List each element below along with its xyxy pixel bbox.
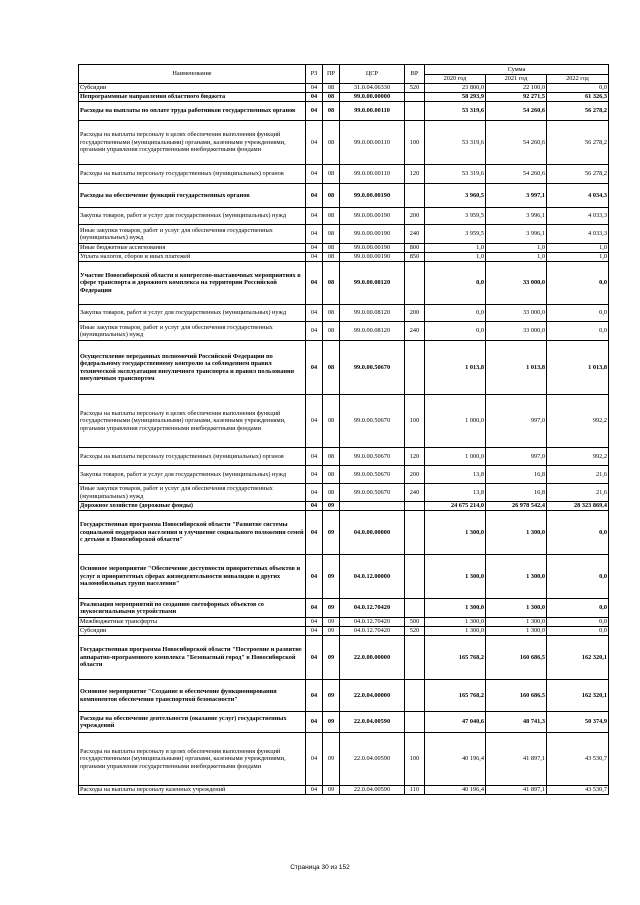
- table-row: [79, 786, 609, 795]
- cell-csr: 99.0.00.08120: [340, 305, 405, 322]
- cell-pr: 08: [323, 121, 340, 165]
- cell-2022: 4 033,3: [547, 225, 609, 244]
- cell-2020: 1 013,8: [425, 341, 486, 395]
- cell-2021: 160 686,5: [486, 680, 547, 712]
- cell-pr: 08: [323, 244, 340, 253]
- cell-pr: 09: [323, 599, 340, 618]
- cell-name: Дорожное хозяйство (дорожные фонды): [79, 502, 306, 511]
- cell-csr: 04.0.00.00000: [340, 511, 405, 555]
- cell-2022: 56 278,2: [547, 121, 609, 165]
- table-row: [79, 466, 609, 484]
- cell-2022: 43 530,7: [547, 733, 609, 786]
- cell-vr: 240: [405, 225, 425, 244]
- cell-rz: 04: [306, 253, 323, 262]
- header-vr: ВР: [405, 65, 425, 84]
- cell-pr: 08: [323, 93, 340, 102]
- cell-vr: 240: [405, 322, 425, 341]
- header-year-2020: 2020 год: [425, 74, 486, 84]
- cell-2022: 162 320,1: [547, 636, 609, 680]
- cell-2020: 1 300,0: [425, 555, 486, 599]
- cell-2020: 1 300,0: [425, 627, 486, 636]
- cell-csr: 22.0.04.00000: [340, 680, 405, 712]
- table-row: [79, 636, 609, 680]
- cell-2021: 1,0: [486, 244, 547, 253]
- table-row: [79, 121, 609, 165]
- cell-2021: 26 978 542,4: [486, 502, 547, 511]
- cell-pr: 08: [323, 208, 340, 225]
- table-row: [79, 395, 609, 448]
- cell-name: Закупка товаров, работ и услуг для государственных (муниципальных) нужд: [79, 466, 306, 484]
- cell-rz: 04: [306, 680, 323, 712]
- cell-vr: [405, 636, 425, 680]
- cell-2021: 3 996,1: [486, 225, 547, 244]
- cell-csr: 99.0.00.00110: [340, 121, 405, 165]
- cell-rz: 04: [306, 636, 323, 680]
- table-row: [79, 712, 609, 733]
- cell-name: Расходы на выплаты персоналу казенных учреждений: [79, 786, 306, 795]
- cell-name: Расходы на обеспечение функций государственных органов: [79, 184, 306, 208]
- cell-pr: 09: [323, 636, 340, 680]
- cell-2021: 3 997,1: [486, 184, 547, 208]
- cell-name: Субсидии: [79, 627, 306, 636]
- cell-2020: 165 768,2: [425, 636, 486, 680]
- cell-csr: [340, 502, 405, 511]
- cell-2020: 0,0: [425, 262, 486, 305]
- cell-rz: 04: [306, 466, 323, 484]
- cell-2020: 1 300,0: [425, 618, 486, 627]
- cell-pr: 08: [323, 484, 340, 502]
- cell-2022: 0,0: [547, 305, 609, 322]
- cell-2022: 50 374,9: [547, 712, 609, 733]
- cell-2020: 1,0: [425, 244, 486, 253]
- cell-2020: 40 196,4: [425, 733, 486, 786]
- table-row: [79, 511, 609, 555]
- table-row: [79, 322, 609, 341]
- cell-2020: 58 293,9: [425, 93, 486, 102]
- cell-name: Участие Новосибирской области в конгрессно-выставочных мероприятиях в сфере транспорта и дорожного комплекса на территории Российской Федерации: [79, 262, 306, 305]
- cell-vr: 500: [405, 618, 425, 627]
- cell-2021: 1 300,0: [486, 627, 547, 636]
- table-row: [79, 618, 609, 627]
- cell-vr: 200: [405, 208, 425, 225]
- table-row: [79, 502, 609, 511]
- cell-vr: [405, 712, 425, 733]
- cell-rz: 04: [306, 712, 323, 733]
- cell-csr: 99.0.00.50670: [340, 484, 405, 502]
- cell-name: Расходы на выплаты персоналу государственных (муниципальных) органов: [79, 165, 306, 184]
- cell-name: Субсидии: [79, 84, 306, 93]
- cell-2022: 0,0: [547, 555, 609, 599]
- cell-vr: 520: [405, 627, 425, 636]
- cell-vr: [405, 184, 425, 208]
- cell-2020: 53 319,6: [425, 102, 486, 121]
- cell-name: Иные закупки товаров, работ и услуг для обеспечения государственных (муниципальных) нужд: [79, 322, 306, 341]
- table-row: [79, 165, 609, 184]
- cell-rz: 04: [306, 225, 323, 244]
- cell-rz: 04: [306, 502, 323, 511]
- cell-csr: 99.0.00.00190: [340, 184, 405, 208]
- cell-vr: [405, 502, 425, 511]
- cell-name: Расходы на выплаты персоналу в целях обеспечения выполнения функций государственными (муниципальными) органами, казенными учреждениями, органами управления государственными внебюджетными фондами: [79, 733, 306, 786]
- cell-2021: 48 741,3: [486, 712, 547, 733]
- cell-name: Расходы на выплаты персоналу государственных (муниципальных) органов: [79, 448, 306, 466]
- cell-2022: 162 320,1: [547, 680, 609, 712]
- cell-rz: 04: [306, 184, 323, 208]
- cell-2020: 1 300,0: [425, 511, 486, 555]
- cell-2020: 53 319,6: [425, 165, 486, 184]
- cell-2021: 92 271,5: [486, 93, 547, 102]
- cell-name: Закупка товаров, работ и услуг для государственных (муниципальных) нужд: [79, 305, 306, 322]
- cell-2021: 997,0: [486, 448, 547, 466]
- cell-2020: 3 960,5: [425, 184, 486, 208]
- cell-2021: 33 000,0: [486, 305, 547, 322]
- cell-vr: [405, 599, 425, 618]
- cell-2022: 21,6: [547, 484, 609, 502]
- cell-csr: 99.0.00.00110: [340, 102, 405, 121]
- table-row: [79, 448, 609, 466]
- table-row: [79, 262, 609, 305]
- table-row: [79, 733, 609, 786]
- cell-rz: 04: [306, 84, 323, 93]
- cell-2021: 16,8: [486, 484, 547, 502]
- cell-name: Расходы на выплаты персоналу в целях обеспечения выполнения функций государственными (муниципальными) органами, казенными учреждениями, органами управления государственными внебюджетными фондами: [79, 395, 306, 448]
- cell-2020: 40 196,4: [425, 786, 486, 795]
- cell-rz: 04: [306, 618, 323, 627]
- cell-rz: 04: [306, 208, 323, 225]
- cell-name: Закупка товаров, работ и услуг для государственных (муниципальных) нужд: [79, 208, 306, 225]
- table-row: [79, 305, 609, 322]
- cell-pr: 08: [323, 102, 340, 121]
- cell-vr: 850: [405, 253, 425, 262]
- cell-pr: 08: [323, 341, 340, 395]
- cell-2021: 41 897,1: [486, 786, 547, 795]
- cell-csr: 99.0.00.08120: [340, 322, 405, 341]
- cell-name: Расходы на выплаты по оплате труда работников государственных органов: [79, 102, 306, 121]
- cell-2022: 0,0: [547, 322, 609, 341]
- cell-2021: 1 300,0: [486, 599, 547, 618]
- cell-pr: 08: [323, 253, 340, 262]
- budget-page: [78, 64, 608, 795]
- cell-rz: 04: [306, 305, 323, 322]
- cell-2022: 0,0: [547, 511, 609, 555]
- cell-csr: 04.0.12.00000: [340, 555, 405, 599]
- table-row: [79, 484, 609, 502]
- header-csr: ЦСР: [340, 65, 405, 84]
- header-year-2022: 2022 год: [547, 74, 609, 84]
- cell-name: Иные закупки товаров, работ и услуг для обеспечения государственных (муниципальных) нужд: [79, 225, 306, 244]
- cell-2022: 992,2: [547, 448, 609, 466]
- table-row: [79, 341, 609, 395]
- cell-vr: 110: [405, 786, 425, 795]
- cell-vr: [405, 341, 425, 395]
- table-row: [79, 599, 609, 618]
- cell-vr: [405, 93, 425, 102]
- cell-vr: 200: [405, 305, 425, 322]
- cell-pr: 08: [323, 184, 340, 208]
- cell-csr: 99.0.00.00190: [340, 253, 405, 262]
- cell-2021: 997,0: [486, 395, 547, 448]
- cell-2021: 33 000,0: [486, 322, 547, 341]
- cell-vr: 120: [405, 448, 425, 466]
- cell-name: Уплата налогов, сборов и иных платежей: [79, 253, 306, 262]
- cell-2022: 0,0: [547, 262, 609, 305]
- header-name: Наименование: [79, 65, 306, 84]
- cell-vr: [405, 102, 425, 121]
- cell-2022: 21,6: [547, 466, 609, 484]
- cell-vr: 800: [405, 244, 425, 253]
- cell-vr: 240: [405, 484, 425, 502]
- cell-csr: 04.0.12.70420: [340, 618, 405, 627]
- table-row: [79, 102, 609, 121]
- cell-2022: 0,0: [547, 84, 609, 93]
- cell-2022: 4 033,3: [547, 208, 609, 225]
- cell-pr: 08: [323, 165, 340, 184]
- cell-2020: 47 040,6: [425, 712, 486, 733]
- cell-csr: 04.0.12.70420: [340, 627, 405, 636]
- cell-2021: 1 300,0: [486, 618, 547, 627]
- cell-2020: 1,0: [425, 253, 486, 262]
- cell-2021: 3 996,1: [486, 208, 547, 225]
- cell-rz: 04: [306, 93, 323, 102]
- cell-vr: 100: [405, 395, 425, 448]
- cell-2021: 54 260,6: [486, 102, 547, 121]
- cell-2021: 41 897,1: [486, 733, 547, 786]
- cell-csr: 99.0.00.00190: [340, 225, 405, 244]
- cell-2022: 56 278,2: [547, 165, 609, 184]
- cell-name: Непрограммные направления областного бюджета: [79, 93, 306, 102]
- table-row: [79, 680, 609, 712]
- cell-2022: 1,0: [547, 244, 609, 253]
- cell-csr: 99.0.00.00190: [340, 244, 405, 253]
- cell-2022: 4 034,3: [547, 184, 609, 208]
- cell-rz: 04: [306, 102, 323, 121]
- cell-2021: 1 300,0: [486, 511, 547, 555]
- header-row-top: [79, 65, 609, 75]
- cell-vr: 100: [405, 121, 425, 165]
- cell-name: Расходы на обеспечение деятельности (оказание услуг) государственных учреждений: [79, 712, 306, 733]
- cell-pr: 09: [323, 712, 340, 733]
- cell-2021: 16,8: [486, 466, 547, 484]
- table-row: [79, 253, 609, 262]
- cell-2021: 1 300,0: [486, 555, 547, 599]
- cell-2022: 0,0: [547, 627, 609, 636]
- cell-rz: 04: [306, 244, 323, 253]
- cell-2020: 13,8: [425, 466, 486, 484]
- cell-pr: 08: [323, 262, 340, 305]
- cell-pr: 09: [323, 618, 340, 627]
- cell-2022: 56 278,2: [547, 102, 609, 121]
- cell-2022: 61 326,3: [547, 93, 609, 102]
- cell-vr: 200: [405, 466, 425, 484]
- cell-name: Государственная программа Новосибирской области "Построение и развитие аппаратно-программного комплекса "Безопасный город" в Новосибирской области: [79, 636, 306, 680]
- cell-name: Основное мероприятие "Обеспечение доступности приоритетных объектов и услуг в приоритетных сферах жизнедеятельности инвалидов и других маломобильных групп населения": [79, 555, 306, 599]
- cell-pr: 08: [323, 322, 340, 341]
- header-sum: Сумма: [425, 65, 609, 75]
- cell-vr: 520: [405, 84, 425, 93]
- cell-2020: 3 959,5: [425, 225, 486, 244]
- cell-csr: 99.0.00.00110: [340, 165, 405, 184]
- cell-2021: 160 686,5: [486, 636, 547, 680]
- cell-2020: 53 319,6: [425, 121, 486, 165]
- cell-2020: 1 300,0: [425, 599, 486, 618]
- table-row: [79, 84, 609, 93]
- cell-2020: 0,0: [425, 305, 486, 322]
- cell-csr: 22.0.00.00000: [340, 636, 405, 680]
- cell-csr: 04.0.12.70420: [340, 599, 405, 618]
- cell-csr: 99.0.00.50670: [340, 448, 405, 466]
- cell-2022: 1 013,8: [547, 341, 609, 395]
- budget-table: [78, 64, 609, 795]
- cell-2021: 22 100,0: [486, 84, 547, 93]
- cell-2020: 24 675 214,0: [425, 502, 486, 511]
- cell-csr: 99.0.00.08120: [340, 262, 405, 305]
- cell-2022: 0,0: [547, 618, 609, 627]
- cell-2021: 1 013,8: [486, 341, 547, 395]
- cell-pr: 08: [323, 448, 340, 466]
- header-rz: РЗ: [306, 65, 323, 84]
- table-row: [79, 555, 609, 599]
- cell-pr: 08: [323, 305, 340, 322]
- cell-pr: 09: [323, 511, 340, 555]
- table-row: [79, 225, 609, 244]
- cell-csr: 99.0.00.50670: [340, 341, 405, 395]
- table-row: [79, 244, 609, 253]
- cell-rz: 04: [306, 555, 323, 599]
- cell-name: Государственная программа Новосибирской области "Развитие системы социальной поддержки населения и улучшение социального положения семей с детьми в Новосибирской области": [79, 511, 306, 555]
- cell-pr: 08: [323, 225, 340, 244]
- cell-rz: 04: [306, 341, 323, 395]
- cell-2022: 28 323 869,4: [547, 502, 609, 511]
- cell-csr: 31.0.04.06330: [340, 84, 405, 93]
- cell-name: Реализация мероприятий по созданию светофорных объектов со звукосигнальными устройствами: [79, 599, 306, 618]
- cell-csr: 99.0.00.50670: [340, 395, 405, 448]
- cell-2021: 54 260,6: [486, 165, 547, 184]
- cell-vr: [405, 555, 425, 599]
- cell-rz: 04: [306, 733, 323, 786]
- cell-vr: 100: [405, 733, 425, 786]
- cell-2022: 992,2: [547, 395, 609, 448]
- cell-pr: 09: [323, 502, 340, 511]
- table-row: [79, 93, 609, 102]
- cell-2020: 23 800,0: [425, 84, 486, 93]
- cell-2020: 0,0: [425, 322, 486, 341]
- cell-vr: 120: [405, 165, 425, 184]
- cell-name: Основное мероприятие "Создание и обеспечение функционирования компонентов обеспечения транспортной безопасности": [79, 680, 306, 712]
- cell-pr: 09: [323, 786, 340, 795]
- cell-name: Межбюджетные трансферты: [79, 618, 306, 627]
- cell-vr: [405, 511, 425, 555]
- cell-csr: 99.0.00.50670: [340, 466, 405, 484]
- cell-vr: [405, 680, 425, 712]
- cell-pr: 09: [323, 733, 340, 786]
- cell-2022: 43 530,7: [547, 786, 609, 795]
- cell-csr: 99.0.00.00000: [340, 93, 405, 102]
- cell-rz: 04: [306, 511, 323, 555]
- cell-rz: 04: [306, 599, 323, 618]
- cell-rz: 04: [306, 262, 323, 305]
- table-row: [79, 184, 609, 208]
- cell-vr: [405, 262, 425, 305]
- cell-name: Расходы на выплаты персоналу в целях обеспечения выполнения функций государственными (муниципальными) органами, казенными учреждениями, органами управления государственными внебюджетными фондами: [79, 121, 306, 165]
- cell-2022: 0,0: [547, 599, 609, 618]
- cell-csr: 99.0.00.00190: [340, 208, 405, 225]
- cell-pr: 08: [323, 395, 340, 448]
- cell-2020: 165 768,2: [425, 680, 486, 712]
- page-number: Страница 30 из 152: [290, 864, 350, 871]
- cell-csr: 22.0.04.00590: [340, 733, 405, 786]
- cell-2020: 13,8: [425, 484, 486, 502]
- header-pr: ПР: [323, 65, 340, 84]
- cell-2021: 54 260,6: [486, 121, 547, 165]
- cell-rz: 04: [306, 395, 323, 448]
- cell-rz: 04: [306, 448, 323, 466]
- cell-rz: 04: [306, 786, 323, 795]
- cell-pr: 08: [323, 84, 340, 93]
- table-row: [79, 208, 609, 225]
- cell-2020: 1 000,0: [425, 395, 486, 448]
- cell-2022: 1,0: [547, 253, 609, 262]
- cell-pr: 08: [323, 466, 340, 484]
- cell-csr: 22.0.04.00590: [340, 712, 405, 733]
- cell-rz: 04: [306, 627, 323, 636]
- cell-2021: 33 000,0: [486, 262, 547, 305]
- cell-csr: 22.0.04.00590: [340, 786, 405, 795]
- cell-rz: 04: [306, 484, 323, 502]
- table-row: [79, 627, 609, 636]
- cell-2020: 3 959,5: [425, 208, 486, 225]
- cell-rz: 04: [306, 121, 323, 165]
- header-year-2021: 2021 год: [486, 74, 547, 84]
- cell-pr: 09: [323, 627, 340, 636]
- cell-rz: 04: [306, 165, 323, 184]
- cell-2020: 1 000,0: [425, 448, 486, 466]
- table-body: [79, 84, 609, 795]
- cell-name: Иные закупки товаров, работ и услуг для обеспечения государственных (муниципальных) нужд: [79, 484, 306, 502]
- cell-name: Иные бюджетные ассигнования: [79, 244, 306, 253]
- cell-rz: 04: [306, 322, 323, 341]
- cell-pr: 09: [323, 680, 340, 712]
- cell-name: Осуществление переданных полномочий Российской Федерации по федеральному государственному контролю за соблюдением правил технической эксплуатации внеуличного транспорта и правил пользования внеуличным транспортом: [79, 341, 306, 395]
- cell-pr: 09: [323, 555, 340, 599]
- cell-2021: 1,0: [486, 253, 547, 262]
